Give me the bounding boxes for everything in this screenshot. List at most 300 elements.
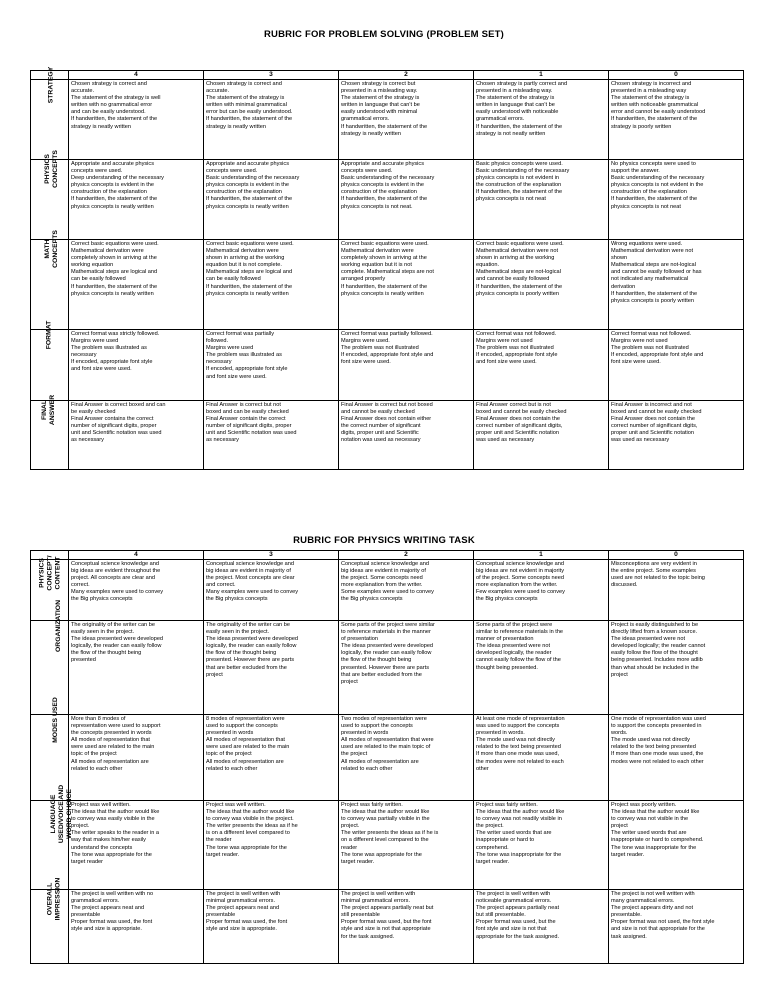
descriptor-line: related to each other	[341, 765, 393, 772]
descriptor-line: More than 8 modes of	[71, 716, 126, 722]
descriptor-line: The writer used words that are	[611, 830, 687, 837]
descriptor-cell	[339, 160, 474, 240]
descriptor-line: the flow of the thought being	[341, 657, 412, 664]
descriptor-line: thought being presented.	[476, 664, 538, 671]
descriptor-line: inappropriate or hard to comprehend.	[611, 837, 704, 844]
descriptor-line: The writer used words that are	[476, 830, 552, 837]
descriptor-line: Basic understanding of the necessary	[476, 168, 570, 175]
descriptor-line: The project appears neat and	[206, 905, 280, 912]
descriptor-line: physics concepts is poorly written	[476, 290, 560, 297]
descriptor-line: used are not related to the topic being	[611, 575, 705, 582]
descriptor-line: All modes of representation that	[71, 737, 150, 744]
descriptor-line: Appropriate and accurate physics	[71, 161, 155, 167]
descriptor-cell	[339, 401, 474, 470]
rubric-row	[31, 890, 744, 964]
descriptor-line: was used as necessary	[476, 437, 535, 444]
descriptor-line: concepts were used.	[206, 168, 258, 175]
descriptor-cell	[609, 160, 744, 240]
descriptor-line: The ideas that the author would like	[206, 809, 295, 816]
descriptor-line: The ideas presented were developed	[341, 643, 434, 650]
descriptor-line: Project was fairly written.	[341, 802, 403, 808]
descriptor-line: Mathematical steps are logical and	[206, 269, 293, 276]
descriptor-line: Few examples were used to convey	[476, 589, 565, 596]
descriptor-line: If handwritten, the statement of the	[476, 189, 563, 196]
descriptor-line: Project is easily distinguished to be	[611, 622, 699, 628]
descriptor-line: The ideas that the author would like	[71, 809, 160, 816]
descriptor-line: Margins were used.	[341, 338, 390, 345]
descriptor-line: equation but it is not complete.	[206, 262, 282, 269]
descriptor-line: but still presentable.	[476, 912, 526, 919]
descriptor-line: to reference materials in the manner	[341, 629, 431, 636]
descriptor-line: Mathematical derivation were	[71, 248, 144, 255]
descriptor-line: presented. However there are parts	[341, 664, 429, 671]
descriptor-line: The project appears neat and	[71, 905, 145, 912]
descriptor-line: The project appears dirty and not	[611, 905, 694, 912]
descriptor-line: the correct number of significant	[341, 423, 421, 430]
descriptor-line: Chosen strategy is correct and	[71, 81, 147, 87]
descriptor-line: The tone was appropriate for the	[71, 851, 152, 858]
descriptor-line: for the task assigned.	[341, 933, 395, 940]
descriptor-line: can be easily followed	[206, 276, 261, 283]
descriptor-line: to convey was visible in the project.	[206, 816, 294, 823]
descriptor-cell	[204, 80, 339, 160]
descriptor-line: is on a different level compared to	[206, 830, 290, 837]
criterion-label-line: MODES USED	[51, 697, 59, 743]
descriptor-line: easily follow the flow of the thought	[611, 650, 698, 657]
descriptor-line: Mathematical derivation were not	[611, 248, 694, 255]
rubric-row	[31, 801, 744, 890]
descriptor-line: the project. Some concepts need	[341, 575, 423, 582]
rubric-row	[31, 330, 744, 401]
descriptor-line: Basic understanding of the necessary	[206, 175, 300, 182]
score-header: 3	[204, 71, 339, 80]
descriptor-line: and font size were used.	[71, 366, 132, 373]
descriptor-line: target reader	[71, 858, 104, 865]
descriptor-line: Conceptual science knowledge and	[476, 561, 565, 567]
rubric-row	[31, 401, 744, 470]
descriptor-line: project.	[341, 823, 360, 830]
descriptor-line: and cannot be easily checked	[341, 409, 415, 416]
score-header: 0	[609, 71, 744, 80]
rubric-row	[31, 715, 744, 801]
descriptor-line: the project.	[476, 823, 504, 830]
descriptor-line: Many examples were used to convey	[206, 589, 299, 596]
descriptor-line: The ideas that the author would like	[476, 809, 565, 816]
descriptor-line: comprehend.	[476, 844, 509, 851]
criterion-label-line: PHYSICS	[38, 558, 46, 588]
descriptor-line: written in language that can't be	[341, 102, 420, 109]
descriptor-line: number of significant digits, proper	[206, 423, 292, 430]
descriptor-cell	[69, 401, 204, 470]
descriptor-line: the project. Most concepts are clear	[206, 575, 295, 582]
descriptor-line: Correct format was not followed.	[476, 331, 557, 337]
descriptor-line: easily understood with noticeable	[476, 109, 559, 116]
descriptor-line: If handwritten, the statement of the	[71, 116, 158, 123]
descriptor-line: correct number of significant digits,	[476, 423, 563, 430]
criterion-cell	[31, 394, 69, 470]
descriptor-line: grammatical errors.	[476, 116, 525, 123]
descriptor-line: accurate.	[71, 88, 95, 95]
descriptor-line: that are better excluded from the	[206, 664, 287, 671]
descriptor-line: physics concepts is neatly written	[71, 203, 154, 210]
descriptor-line: proper unit and Scientific notation	[476, 430, 560, 437]
descriptor-cell	[69, 160, 204, 240]
descriptor-line: to convey was partially visible in the	[341, 816, 430, 823]
descriptor-line: style and size is not that appropriate	[341, 926, 431, 933]
descriptor-line: Final Answer does not contain either	[341, 416, 432, 423]
descriptor-line: and font size were used.	[206, 373, 267, 380]
criterion-label-line: FINAL	[41, 400, 49, 421]
descriptor-line: error but can be easily understood.	[206, 109, 293, 116]
criterion-label-line: IMPRESSION	[54, 877, 62, 921]
descriptor-line: style and size is appropriate.	[71, 926, 142, 933]
descriptor-line: style and size is appropriate.	[206, 926, 277, 933]
descriptor-line: derivation	[611, 283, 636, 290]
descriptor-line: logically, the reader can easily follow	[206, 643, 297, 650]
descriptor-line: correct.	[71, 582, 90, 589]
descriptor-line: If handwritten, the statement of the	[341, 196, 428, 203]
descriptor-line: of presentation	[341, 636, 379, 643]
score-header: 4	[69, 71, 204, 80]
descriptor-line: as necessary	[71, 437, 104, 444]
descriptor-line: was used as necessary	[611, 437, 670, 444]
descriptor-line: complete. Mathematical steps are not	[341, 269, 434, 276]
descriptor-line: easily seen in the project.	[206, 629, 270, 636]
descriptor-cell	[609, 560, 744, 621]
descriptor-cell	[339, 890, 474, 964]
descriptor-line: The ideas that the author would like	[341, 809, 430, 816]
criterion-cell	[31, 150, 69, 240]
descriptor-line: written with minimal grammatical	[206, 102, 287, 109]
descriptor-line: topic of the project	[206, 751, 252, 758]
descriptor-line: used to support the concepts	[341, 723, 413, 730]
descriptor-line: target reader.	[476, 858, 510, 865]
score-header: 2	[339, 551, 474, 560]
descriptor-line: The statement of the strategy is well	[71, 95, 161, 102]
criterion-cell	[31, 230, 69, 330]
descriptor-line: written with no grammatical error	[71, 102, 153, 109]
descriptor-line: completely shown in arriving at the	[341, 255, 427, 262]
descriptor-line: The mode used was not directly	[476, 737, 555, 744]
rubric-row	[31, 560, 744, 621]
descriptor-line: construction of the explanation	[341, 189, 417, 196]
rubric-row	[31, 240, 744, 330]
descriptor-line: Final Answer is correct boxed and can	[71, 402, 166, 408]
descriptor-line: Final Answer contains the correct	[71, 416, 154, 423]
descriptor-line: to convey was not visible in the	[611, 816, 689, 823]
descriptor-line: physics concepts is not evident in the	[611, 182, 704, 189]
descriptor-line: the flow of the thought being	[71, 650, 142, 657]
descriptor-line: Chosen strategy is correct but	[341, 81, 416, 87]
descriptor-line: reader	[341, 844, 358, 851]
descriptor-line: project	[341, 678, 358, 685]
criterion-label-line: FORMAT	[45, 320, 53, 350]
descriptor-cell	[609, 80, 744, 160]
descriptor-line: target reader.	[341, 858, 375, 865]
descriptor-line: The statement of the strategy is	[476, 95, 555, 102]
descriptor-line: Basic understanding of the necessary	[341, 175, 435, 182]
descriptor-cell	[204, 621, 339, 715]
descriptor-line: unit and Scientific notation was used	[71, 430, 162, 437]
descriptor-cell	[474, 330, 609, 401]
descriptor-line: The problem was not illustrated	[476, 345, 554, 352]
descriptor-line: digits, proper unit and Scientific	[341, 430, 419, 437]
descriptor-line: 8 modes of representation were	[206, 716, 285, 722]
score-header: 1	[474, 71, 609, 80]
descriptor-line: The problem was illustrated as	[71, 345, 147, 352]
criterion-label	[45, 321, 53, 350]
descriptor-cell	[69, 890, 204, 964]
descriptor-line: to convey was not readily visible in	[476, 816, 562, 823]
descriptor-line: Final Answer contain the correct	[206, 416, 286, 423]
descriptor-line: Proper format was not used, the font style	[611, 919, 715, 926]
descriptor-line: related to each other	[71, 765, 123, 772]
criterion-label	[55, 600, 63, 652]
descriptor-line: Margins were used	[71, 338, 119, 345]
descriptor-cell	[204, 401, 339, 470]
descriptor-line: on a different level compared to the	[341, 837, 429, 844]
descriptor-line: One mode of representation was used	[611, 716, 706, 722]
descriptor-line: Margins were not used	[611, 338, 668, 345]
descriptor-line: correct number of significant digits,	[611, 423, 698, 430]
criterion-cell	[31, 320, 69, 401]
descriptor-line: The originality of the writer can be	[206, 622, 290, 628]
descriptor-line: The tone was appropriate for the	[206, 844, 287, 851]
criterion-label-line: CONTENT	[54, 556, 62, 590]
criterion-cell	[31, 784, 74, 890]
descriptor-line: Final Answer is correct but not	[206, 402, 281, 408]
descriptor-line: concepts were used.	[71, 168, 123, 175]
descriptor-line: manner of presentation	[476, 636, 534, 643]
writing-task-rubric-table	[30, 550, 744, 964]
rubric-row	[31, 80, 744, 160]
descriptor-line: All modes of representation are	[341, 758, 419, 765]
rubric-row	[31, 621, 744, 715]
descriptor-line: grammatical errors.	[71, 898, 120, 905]
descriptor-line: The tone was appropriate for the	[341, 851, 422, 858]
descriptor-line: boxed and cannot be easily checked	[476, 409, 567, 416]
descriptor-line: presented in a misleading way	[611, 88, 687, 95]
score-header: 0	[609, 551, 744, 560]
descriptor-line: strategy is neatly written	[341, 130, 402, 137]
descriptor-line: than what should be included in the	[611, 664, 699, 671]
descriptor-line: presentable.	[611, 912, 642, 919]
descriptor-line: The ideas that the author would like	[611, 809, 700, 816]
descriptor-line: If handwritten, the statement of the	[611, 196, 698, 203]
descriptor-line: Many examples were used to convey	[71, 589, 164, 596]
descriptor-line: The tone was inappropriate for the	[476, 851, 562, 858]
descriptor-line: The project is well written with	[206, 891, 281, 897]
descriptor-line: easily seen in the project.	[71, 629, 135, 636]
problem-set-rubric-table	[30, 66, 744, 470]
descriptor-line: The problem was not illustrated	[611, 345, 689, 352]
descriptor-line: Some parts of the project were	[476, 622, 553, 628]
descriptor-line: physics concepts is neatly written	[206, 290, 289, 297]
descriptor-line: related to each other	[206, 765, 258, 772]
descriptor-line: presentable	[71, 912, 101, 919]
descriptor-line: project.	[71, 823, 90, 830]
descriptor-line: The problem was illustrated as	[206, 352, 282, 359]
descriptor-line: equation.	[476, 262, 500, 269]
descriptor-line: representation were used to support	[71, 723, 161, 730]
criterion-label	[47, 67, 55, 104]
descriptor-cell	[69, 715, 204, 801]
criterion-label-line: ORGANIZATION	[54, 600, 62, 652]
descriptor-line: more explanation from the writer.	[341, 582, 423, 589]
descriptor-line: the concepts presented in words	[71, 730, 152, 737]
descriptor-line: error and cannot be easily understood	[611, 109, 706, 116]
descriptor-line: necessary	[206, 359, 232, 366]
descriptor-line: The writer presents the ideas as if he	[206, 823, 298, 830]
descriptor-line: Chosen strategy is correct and	[206, 81, 282, 87]
descriptor-line: The project is well written with	[476, 891, 551, 897]
descriptor-line: physics concepts is evident in the	[206, 182, 290, 189]
descriptor-cell	[204, 330, 339, 401]
descriptor-cell	[204, 801, 339, 890]
descriptor-line: presented in words	[206, 730, 254, 737]
descriptor-line: be easily checked	[71, 409, 116, 416]
descriptor-line: Chosen strategy is incorrect and	[611, 81, 692, 87]
descriptor-line: Appropriate and accurate physics	[206, 161, 290, 167]
descriptor-cell	[609, 401, 744, 470]
descriptor-line: project	[206, 671, 223, 678]
descriptor-cell	[474, 240, 609, 330]
descriptor-line: cannot easily follow the flow of the	[476, 657, 561, 664]
descriptor-line: the project	[341, 751, 368, 758]
descriptor-cell	[339, 621, 474, 715]
descriptor-cell	[204, 715, 339, 801]
descriptor-line: can be easily followed	[71, 276, 126, 283]
descriptor-line: The project is not well written with	[611, 891, 695, 897]
descriptor-line: Proper format was used, the font	[71, 919, 153, 926]
writing-task-title: RUBRIC FOR PHYSICS WRITING TASK	[293, 535, 475, 546]
descriptor-line: physics concepts is neatly written	[206, 203, 289, 210]
descriptor-line: strategy is neatly written	[71, 123, 132, 130]
descriptor-cell	[204, 160, 339, 240]
descriptor-cell	[204, 560, 339, 621]
criterion-label-line: CONCEPTS	[51, 230, 59, 268]
descriptor-line: appropriate for the task assigned.	[476, 933, 560, 940]
descriptor-line: unit and Scientific notation was used	[206, 430, 297, 437]
descriptor-line: not indicated any mathematical	[611, 276, 689, 283]
descriptor-line: that are better excluded from the	[341, 671, 422, 678]
descriptor-line: words.	[611, 730, 628, 737]
descriptor-line: The writer speaks to the reader in a	[71, 830, 159, 837]
descriptor-line: the reader	[206, 837, 232, 844]
descriptor-line: developed logically, the reader	[476, 650, 552, 657]
descriptor-cell	[339, 801, 474, 890]
descriptor-line: proper unit and Scientific notation	[611, 430, 695, 437]
descriptor-line: Basic physics concepts were used.	[476, 161, 563, 167]
criterion-label-line: USED/VOICE AND	[58, 784, 66, 844]
descriptor-cell	[474, 401, 609, 470]
descriptor-line: The project appears partially neat but	[341, 905, 434, 912]
descriptor-line: Margins were not used	[476, 338, 533, 345]
descriptor-cell	[69, 80, 204, 160]
descriptor-line: presented in words	[341, 730, 389, 737]
descriptor-line: Final Answer does not contain the	[611, 416, 695, 423]
descriptor-cell	[339, 560, 474, 621]
descriptor-line: physics concepts is not neat	[611, 203, 681, 210]
descriptor-line: Final Answer does not contain the	[476, 416, 560, 423]
descriptor-line: related to the text being presented	[611, 744, 696, 751]
descriptor-line: grammatical errors.	[341, 116, 390, 123]
descriptor-line: was used to support the concepts	[476, 723, 560, 730]
descriptor-line: Correct format was not followed.	[611, 331, 692, 337]
descriptor-line: and size is not that appropriate for the	[611, 926, 705, 933]
score-header-row	[31, 71, 744, 80]
descriptor-line: The ideas presented were developed	[206, 636, 299, 643]
descriptor-line: directly lifted from a known source.	[611, 629, 698, 636]
descriptor-line: Mathematical derivation were not	[476, 248, 559, 255]
descriptor-line: Chosen strategy is partly correct and	[476, 81, 568, 87]
descriptor-line: Correct basic equations were used.	[476, 241, 564, 247]
score-header-row	[31, 551, 744, 560]
descriptor-line: used are related to the main topic of	[341, 744, 431, 751]
descriptor-line: shown in arriving at the working	[206, 255, 285, 262]
criterion-label-line: OVERALL	[46, 882, 54, 916]
descriptor-line: big ideas are not evident in majority	[476, 568, 564, 575]
descriptor-line: working equation	[71, 262, 114, 269]
descriptor-line: Final Answer is correct but not boxed	[341, 402, 433, 408]
descriptor-cell	[609, 240, 744, 330]
descriptor-line: the entire project. Some examples	[611, 568, 696, 575]
descriptor-line: font size were used.	[341, 359, 391, 366]
descriptor-line: construction of the explanation	[71, 189, 147, 196]
criterion-label-line: MATH	[43, 239, 51, 259]
descriptor-cell	[339, 80, 474, 160]
descriptor-line: Conceptual science knowledge and	[341, 561, 430, 567]
criterion-label	[42, 395, 58, 425]
descriptor-cell	[474, 890, 609, 964]
descriptor-line: minimal grammatical errors.	[341, 898, 411, 905]
descriptor-cell	[339, 330, 474, 401]
descriptor-line: Proper format was used, but the	[476, 919, 556, 926]
criterion-label-line: PHYSICS	[43, 154, 51, 184]
descriptor-line: to support the concepts presented in	[611, 723, 702, 730]
descriptor-line: working equation but it is not	[341, 262, 412, 269]
descriptor-cell	[474, 560, 609, 621]
descriptor-cell	[609, 890, 744, 964]
descriptor-line: If encoded, appropriate font style	[206, 366, 288, 373]
descriptor-line: support the answer.	[611, 168, 660, 175]
descriptor-cell	[69, 621, 204, 715]
descriptor-cell	[69, 801, 204, 890]
score-header: 4	[69, 551, 204, 560]
descriptor-line: to convey was easily visible in the	[71, 816, 155, 823]
descriptor-line: project	[611, 671, 628, 678]
descriptor-line: All modes of representation that	[206, 737, 285, 744]
descriptor-line: the Big physics concepts	[71, 596, 133, 603]
descriptor-line: inappropriate or hard to	[476, 837, 535, 844]
descriptor-line: big ideas are evident in majority of	[206, 568, 291, 575]
descriptor-cell	[69, 330, 204, 401]
descriptor-line: shown	[611, 255, 628, 262]
score-header: 2	[339, 71, 474, 80]
descriptor-line: concepts were used.	[341, 168, 393, 175]
descriptor-line: Some parts of the project were similar	[341, 622, 435, 628]
descriptor-line: Wrong equations were used.	[611, 241, 683, 247]
descriptor-line: topic of the project	[71, 751, 117, 758]
descriptor-cell	[474, 160, 609, 240]
descriptor-line: project	[611, 823, 628, 830]
descriptor-line: Correct format was partially followed.	[341, 331, 433, 337]
criterion-label-line: STRATEGY	[47, 66, 55, 104]
criterion-label	[39, 555, 63, 590]
descriptor-line: target reader.	[611, 851, 645, 858]
descriptor-line: Correct format was strictly followed.	[71, 331, 160, 337]
descriptor-line: logically, the reader can easily follow	[71, 643, 162, 650]
